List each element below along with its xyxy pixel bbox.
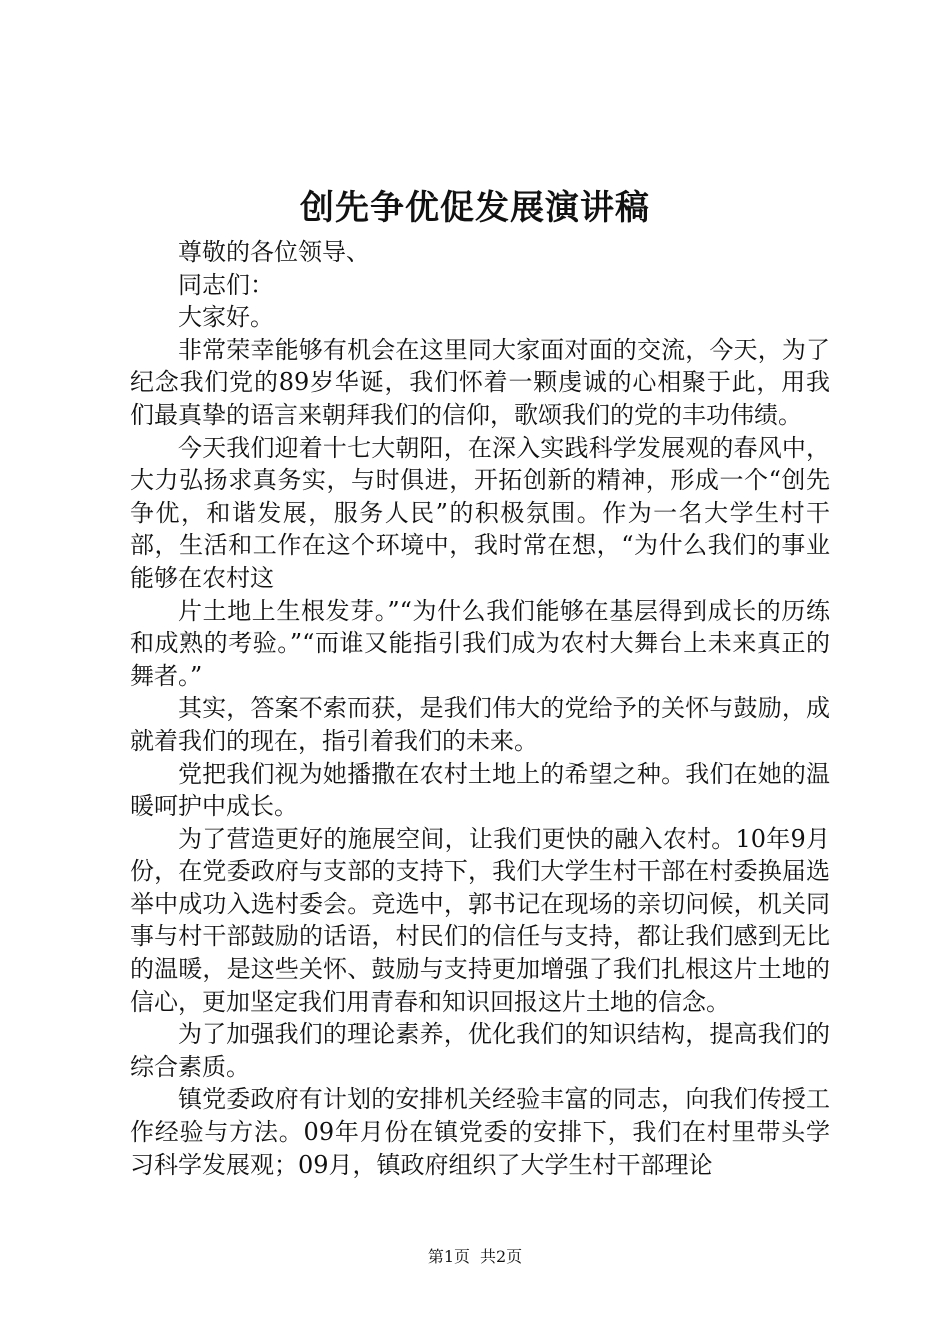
paragraph: 党把我们视为她播撒在农村土地上的希望之种。我们在她的温暖呵护中成长。 [130,759,830,821]
document-title: 创先争优促发展演讲稿 [300,188,650,228]
paragraph: 为了加强我们的理论素养，优化我们的知识结构，提高我们的综合素质。 [130,1020,830,1081]
document-body [130,236,830,1181]
paragraph: 今天我们迎着十七大朝阳，在深入实践科学发展观的春风中，大力弘扬求真务实，与时俱进，开拓创新的精神，形成一个“创先争优，和谐发展，服务人民”的积极氛围。作为一名大学生村干部，生活和工作在这个环境中，我时常在想，“为什么我们的事业能够在农村这 [130,433,830,592]
paragraph: 同志们： [178,270,274,299]
paragraph: 非常荣幸能够有机会在这里同大家面对面的交流，今天，为了纪念我们党的89岁华诞，我们怀着一颗虔诚的心相聚于此，用我们最真挚的语言来朝拜我们的信仰，歌颂我们的党的丰功伟绩。 [130,335,830,429]
paragraph: 片土地上生根发芽。”“为什么我们能够在基层得到成长的历练和成熟的考验。”“而谁又能指引我们成为农村大舞台上未来真正的舞者。” [130,596,830,690]
page-number: 第1页 [427,1247,470,1266]
page-total: 共2页 [480,1247,523,1266]
paragraph: 大家好。 [178,303,274,332]
page-footer [0,1247,950,1267]
paragraph: 为了营造更好的施展空间，让我们更快的融入农村。10年9月份，在党委政府与支部的支持下，我们大学生村干部在村委换届选举中成功入选村委会。竞选中，郭书记在现场的亲切问候，机关同事与村干部鼓励的话语，村民们的信任与支持，都让我们感到无比的温暖，是这些关怀、鼓励与支持更加增强了我们扎根这片土地的信心，更加坚定我们用青春和知识回报这片土地的信念。 [130,824,830,1016]
paragraph: 其实，答案不索而获，是我们伟大的党给予的关怀与鼓励，成就着我们的现在，指引着我们的未来。 [130,694,830,755]
paragraph: 尊敬的各位领导、 [178,238,370,266]
paragraph: 镇党委政府有计划的安排机关经验丰富的同志，向我们传授工作经验与方法。09年月份在镇党委的安排下，我们在村里带头学习科学发展观；09月，镇政府组织了大学生村干部理论 [130,1085,830,1179]
